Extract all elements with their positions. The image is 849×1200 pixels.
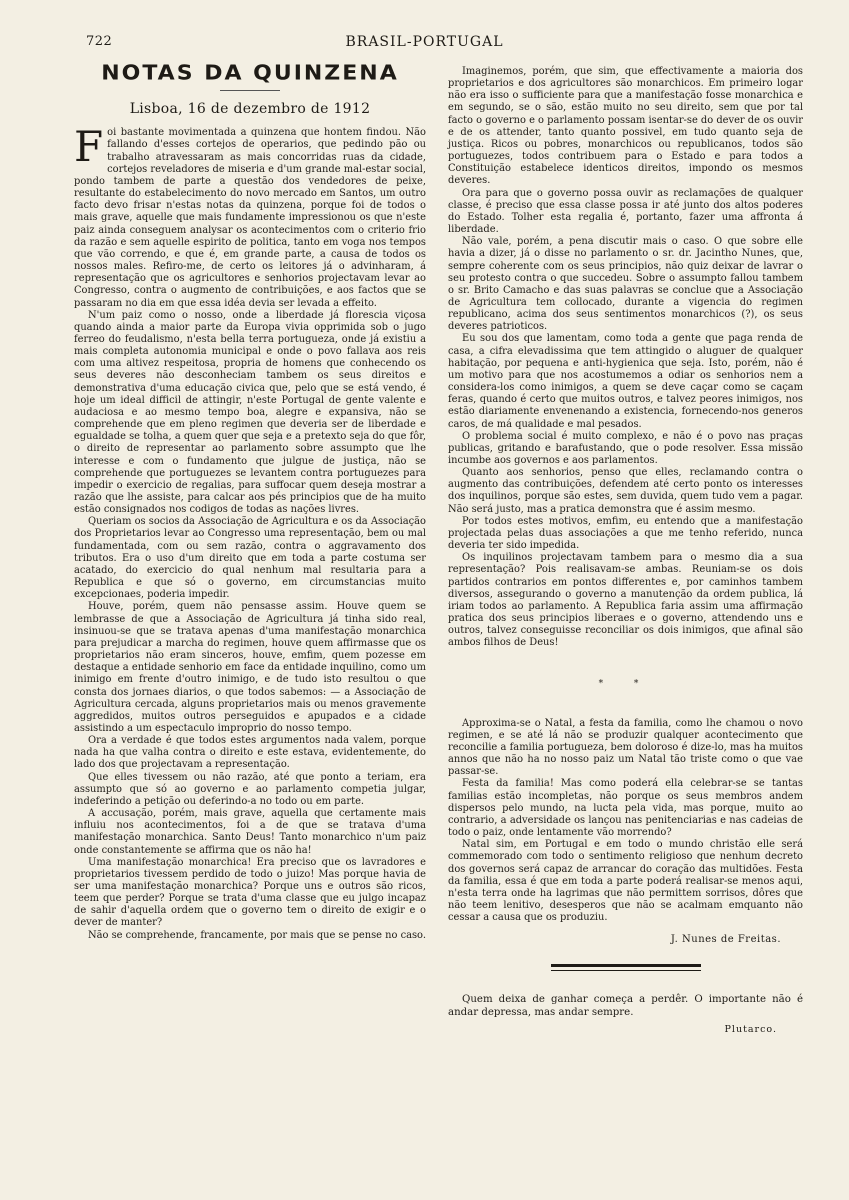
- paragraph: Foi bastante movimentada a quinzena que hontem findou. Não fallando d'esses cortejos de operarios, que pedindo pão ou trabalho atravessaram as mais concorridas ruas da cidade, cortejos reveladores de miseria e d'um grande mal-estar social, pondo tambem de parte a questão dos vendedores de peixe, resultante do estabelecimento do novo mercado em Santos, um outro facto devo frisar n'estas notas da quinzena, porque foi de todos o mais grave, aquelle que mais fundamente impressionou os que n'este paiz ainda conseguem analysar os acontecimentos com o criterio frio da razão e sem aquelle espirito de politica, tanto em voga nos tempos que vão correndo, e que é, em grande parte, a causa de todos os nossos males. Refiro-me, de certo os leitores já o advinharam, á representação que os agricultores e senhorios projectavam levar ao Congresso, contra o augmento de contribuições, e aos factos que se passaram no dia em que essa idéa devia ser levada a effeito.: [74, 122, 426, 309]
- paragraph: Por todos estes motivos, emfim, eu entendo que a manifestação projectada pelas duas associações a que me tenho referido, nunca deveria ter sido impedida.: [448, 515, 803, 552]
- paragraph: Uma manifestação monarchica! Era preciso que os lavradores e proprietarios tivessem perdido de todo o juizo! Mas porque havia de ser uma manifestação monarchica? Porque uns e outros são ricos, teem que perder? Porque se trata d'uma classe que eu julgo incapaz de sahir d'aquella ordem que o governo tem o direito de exigir e o dever de manter?: [74, 856, 426, 929]
- paragraph: Ora a verdade é que todos estes argumentos nada valem, porque nada ha que valha contra o direito e este estava, evidentemente, do lado dos que projectavam a representação.: [74, 735, 426, 771]
- title-rule: [220, 90, 280, 91]
- paragraph: Natal sim, em Portugal e em todo o mundo christão elle será commemorado com todo o sentimento religioso que nenhum decreto dos governos será capaz de arrancar do coração das multidões. Festa da familia, essa é que em toda a parte poderá realisar-se menos aqui, n'esta terra onde ha lagrimas que não permittem sorrisos, dôres que não teem lenitivo, desesperos que não se acalmam emquanto não cessar a causa que os produziu.: [448, 839, 803, 924]
- drop-cap: F: [74, 122, 104, 172]
- paragraph: N'um paiz como o nosso, onde a liberdade já florescia viçosa quando ainda a maior parte da Europa vivia opprimida sob o jugo ferreo do feudalismo, n'esta bella terra portugueza, onde já existiu a mais completa autonomia municipal e onde o povo fallava aos reis com uma altivez respeitosa, propria de homens que conhecendo os seus deveres não desconheciam tambem os seus direitos e demonstrativa d'uma educação civica que, pelo que se está vendo, é hoje um ideal difficil de attingir, n'este Portugal de gente valente e audaciosa e ao mesmo tempo boa, alegre e expansiva, não se comprehende que em pleno regimen que deveria ser de liberdade e egualdade se tolha, a quem quer que seja e a pretexto seja do que fôr, o direito de representar ao parlamento sobre assumpto que lhe interesse e com o fundamento que julgue de justiça, não se comprehende que portuguezes se levantem contra portuguezes para impedir o exercicio de regalias, para suffocar quem deseja mostrar a razão que lhe assiste, para calcar aos pés principios que de ha muito estão consignados nos codigos de todas as nações livres.: [74, 309, 426, 516]
- paragraph: Os inquilinos projectavam tambem para o mesmo dia a sua representação? Pois realisavam-se ambas. Reuniam-se os dois partidos contrarios em pontos differentes e, por caminhos tambem diversos, assegurando o governo a manutenção da ordem publica, lá iriam todos ao parlamento. A Republica faria assim uma affirmação pratica dos seus principios liberaes e o governo, attendendo uns e outros, talvez conseguisse reconciliar os dois inimigos, que afinal são ambos filhos de Deus!: [448, 552, 803, 649]
- paragraph: Não vale, porém, a pena discutir mais o caso. O que sobre elle havia a dizer, já o disse no parlamento o sr. dr. Jacintho Nunes, que, sempre coherente com os seus principios, não quiz deixar de lavrar o seu protesto contra o que succedeu. Sobre o assumpto fallou tambem o sr. Brito Camacho e das suas palavras se conclue que a Associação de Agricultura tem collocado, durante a vigencia do regimen republicano, acima dos seus sentimentos monarchicos (?), os seus deveres patrioticos.: [448, 236, 803, 333]
- paragraph: Quanto aos senhorios, penso que elles, reclamando contra o augmento das contribuições, defendem até certo ponto os interesses dos inquilinos, porque são estes, sem duvida, quem tudo vem a pagar. Não será justo, mas a pratica demonstra que é assim mesmo.: [448, 467, 803, 515]
- paragraph: Festa da familia! Mas como poderá ella celebrar-se se tantas familias estão incompletas, não porque os seus membros andem dispersos pelo mundo, na lucta pela vida, mas porque, muito ao contrario, a adversidade os lançou nas penitenciarias e nas cadeias de todo o paiz, onde lentamente vão morrendo?: [448, 778, 803, 839]
- paragraph: Não se comprehende, francamente, por mais que se pense no caso.: [88, 929, 426, 941]
- dateline: Lisboa, 16 de dezembro de 1912: [129, 101, 371, 118]
- epigraph: [448, 993, 803, 1036]
- article-title: NOTAS DA QUINZENA: [101, 62, 399, 86]
- page-number: 722: [86, 34, 113, 49]
- paragraph: Ora para que o governo possa ouvir as reclamações de qualquer classe, é preciso que essa classe possa ir até junto dos altos poderes do Estado. Tolher esta regalia é, portanto, fazer uma affronta á liberdade.: [448, 187, 803, 236]
- end-rule: [551, 964, 701, 971]
- author-signature: J. Nunes de Freitas.: [670, 934, 781, 946]
- paragraph: A accusação, porém, mais grave, aquella que certamente mais influiu nos acontecimentos, foi a de que se tratava d'uma manifestação monarchica. Santo Deus! Tanto monarchico n'um paiz onde constantemente se affirma que os não ha!: [74, 808, 426, 856]
- paragraph: Eu sou dos que lamentam, como toda a gente que paga renda de casa, a cifra elevadissima que tem attingido o aluguer de qualquer habitação, por pequena e anti-hygienica que seja. Isto, porém, não é um motivo para que nos acostumemos a odiar os senhorios nem a considera-los como inimigos, a quem se deve caçar como se caçam feras, quando é certo que muitos outros, e talvez peores inimigos, nos estão diariamente envenenando a existencia, fornecendo-nos generos caros, de má qualidade e mal pesados.: [448, 333, 803, 430]
- paragraph: Que elles tivessem ou não razão, até que ponto a teriam, era assumpto que só ao governo e ao parlamento competia julgar, indeferindo a petição ou deferindo-a no todo ou em parte.: [74, 771, 426, 807]
- paragraph: O problema social é muito complexo, e não é o povo nas praças publicas, gritando e barafustando, que o pode resolver. Essa missão incumbe aos governos e aos parlamentos.: [448, 430, 803, 466]
- running-title: BRASIL-PORTUGAL: [345, 34, 504, 50]
- left-column: [74, 62, 426, 942]
- quote-text: Quem deixa de ganhar começa a perdêr. O importante não é andar depressa, mas andar sempre.: [448, 994, 803, 1019]
- section-separator: * *: [598, 678, 653, 689]
- paragraph: Approxima-se o Natal, a festa da familia, como lhe chamou o novo regimen, e se até lá não se produzir qualquer acontecimento que reconcilie a familia portugueza, bem doloroso é dize-lo, mas ha muitos annos que não ha no nosso paiz um Natal tão triste como o que vae passar-se.: [448, 717, 803, 778]
- paragraph: Queriam os socios da Associação de Agricultura e os da Associação dos Proprietarios levar ao Congresso uma representação, bem ou mal fundamentada, com ou sem razão, contra o aggravamento dos tributos. Era o uso d'um direito que em toda a parte costuma ser acatado, do exercicio do qual nenhum mal resultaria para a Republica e que só o governo, em circumstancias muito excepcionaes, poderia impedir.: [74, 516, 426, 601]
- paragraph: Houve, porém, quem não pensasse assim. Houve quem se lembrasse de que a Associação de Agricultura já tinha sido real, insinuou-se que se tratava apenas d'uma manifestação monarchica para prejudicar a marcha do regimen, houve quem affirmasse que os proprietarios não eram sinceros, houve, emfim, quem pozesse em destaque a entidade senhorio em face da entidade inquilino, como um inimigo em frente d'outro inimigo, e de tudo isto resultou o que consta dos jornaes diarios, o que todos sabemos: — a Associação de Agricultura cercada, alguns proprietarios mais ou menos gravemente aggredidos, muitos outros perseguidos e apupados e a cidade assistindo a um espectaculo improprio do nosso tempo.: [74, 601, 426, 734]
- quote-author: Plutarco.: [724, 1024, 777, 1036]
- paragraph: Imaginemos, porém, que sim, que effectivamente a maioria dos proprietarios e dos agricultores são monarchicos. Em primeiro logar não era isso o sufficiente para que a manifestação fosse monarchica e em segundo, se o são, estão muito no seu direito, sem que por tal facto o governo e o parlamento possam isentar-se do dever de os ouvir e de os attender, tanto quanto possivel, em tudo quanto seja de justiça. Ricos ou pobres, monarchicos ou republicanos, todos são portuguezes, todos contribuem para o Estado e para todos a Constituição estabelece identicos direitos, impondo os mesmos deveres.: [448, 66, 803, 187]
- right-column: [448, 66, 803, 1036]
